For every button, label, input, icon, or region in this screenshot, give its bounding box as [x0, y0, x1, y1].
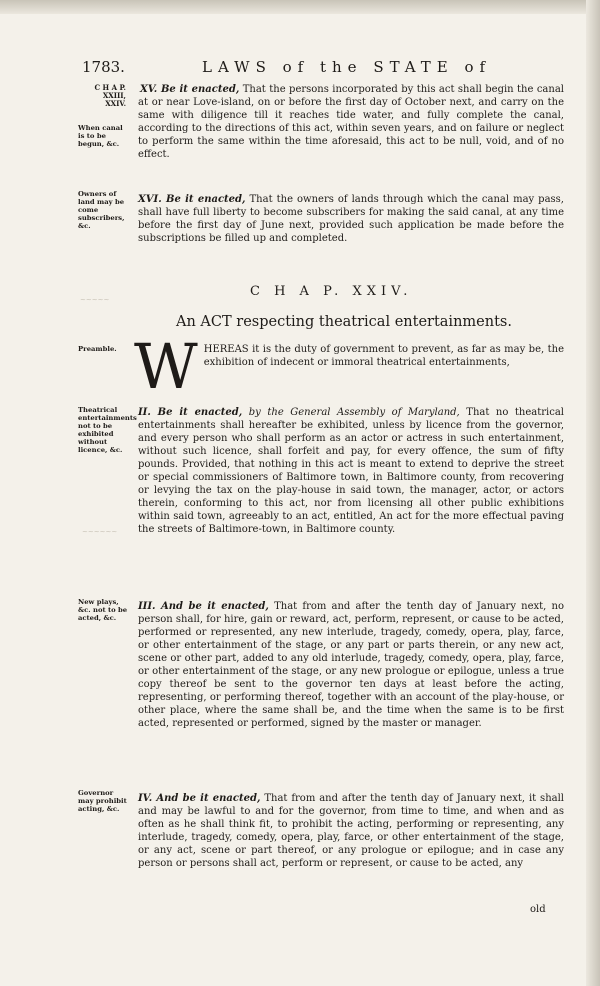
act-title: An ACT respecting theatrical entertainments.	[176, 314, 512, 330]
page-header	[82, 58, 552, 78]
section-lead: XVI. Be it enacted,	[138, 194, 246, 205]
preamble-text: HEREAS it is the duty of government to prevent, as far as may be, the exhibition of indecent or immoral theatrical entertainments,	[203, 344, 564, 368]
preamble	[134, 330, 564, 403]
bleed-through-mark: ~~~~~~	[82, 528, 118, 536]
bleed-through-mark: ~~~~~	[80, 296, 110, 304]
chapter-heading: C H A P. XXIV.	[250, 284, 413, 299]
section-iii	[138, 600, 564, 730]
page-right-edge	[586, 0, 600, 986]
section-text: That no theatrical entertainments shall hereafter be exhibited, unless by licence from the governor, and every person who shall perform as an actor or actress in such entertainment, without such licence, shall forfeit and pay, for every offence, the sum of fifty pounds. Provided, that nothing in this act is meant to extend to deprive the street or special commissioners of Baltimore town, in Baltimore county, from recovering or levying the tax on the play-house in said town, the manager, actor, or actors therein, conforming to this act, nor from licensing all other public exhibitions within said town, agreeably to an act, entitled, An act for the more effectual paving the streets of Baltimore-town, in Baltimore county.	[138, 407, 565, 535]
margin-note: Governor may prohibit acting, &c.	[78, 789, 127, 813]
margin-note: New plays, &c. not to be acted, &c.	[78, 598, 128, 622]
catchword: old	[530, 904, 546, 915]
chapter-reference: C H A P. XXIII, XXIV.	[94, 83, 126, 108]
running-title: LAWS of the STATE of	[202, 58, 492, 76]
page-number: 1783.	[82, 58, 125, 76]
drop-cap: W	[134, 330, 198, 403]
section-xv	[138, 83, 564, 161]
section-ii	[138, 406, 564, 536]
section-lead: XV. Be it enacted,	[140, 84, 240, 95]
section-xvi	[138, 193, 564, 245]
margin-note: Theatrical entertainments not to be exhibited without licence, &c.	[78, 406, 137, 454]
section-text: That the owners of lands through which the canal may pass, shall have full liberty to become subscribers for making the said canal, at any time before the first day of June next, provided such application be made before the subscriptions be filled up and completed.	[138, 194, 564, 244]
margin-note: Preamble.	[78, 345, 117, 353]
section-text: That from and after the tenth day of January next, it shall and may be lawful to and for the governor, from time to time, and when and as often as he shall think fit, to prohibit the acting, performing or representing, any interlude, tragedy, comedy, opera, play, farce, or other entertainment of the stage, or any act, scene or part thereof, or any prologue or epilogue; and in case any person or persons shall act, perform or represent, or cause to be acted, any	[138, 793, 564, 869]
section-lead: II. Be it enacted,	[138, 407, 243, 418]
section-text: That the persons incorporated by this act shall begin the canal at or near Love-island, on or before the first day of October next, and carry on the same with diligence till it reaches tide water, and fully complete the canal, according to the directions of this act, within seven years, and on failure or neglect to perform the same within the time aforesaid, this act to be null, void, and of no effect.	[138, 84, 564, 160]
section-text: That from and after the tenth day of January next, no person shall, for hire, gain or reward, act, perform, represent, or cause to be acted, performed or represented, any new interlude, tragedy, comedy, opera, play, farce, or other entertainment of the stage, or any part or parts therein, or any new act, scene or other part, added to any old interlude, tragedy, comedy, opera, play, farce, or other entertainment of the stage, or any new prologue or epilogue, unless a true copy thereof be sent to the governor ten days at least before the acting, representing, or performing thereof, together with an account of the play-house, or other place, where the same shall be, and the time when the same is to be first acted, represented or performed, signed by the master or manager.	[138, 601, 564, 729]
section-lead: III. And be it enacted,	[138, 601, 269, 612]
page-top-edge	[0, 0, 600, 14]
section-enacting-clause: by the General Assembly of Maryland,	[248, 407, 460, 418]
margin-note: Owners of land may be come subscribers, &c.	[78, 190, 125, 230]
section-iv	[138, 792, 564, 870]
margin-note: When canal is to be begun, &c.	[78, 124, 123, 148]
section-lead: IV. And be it enacted,	[138, 793, 261, 804]
